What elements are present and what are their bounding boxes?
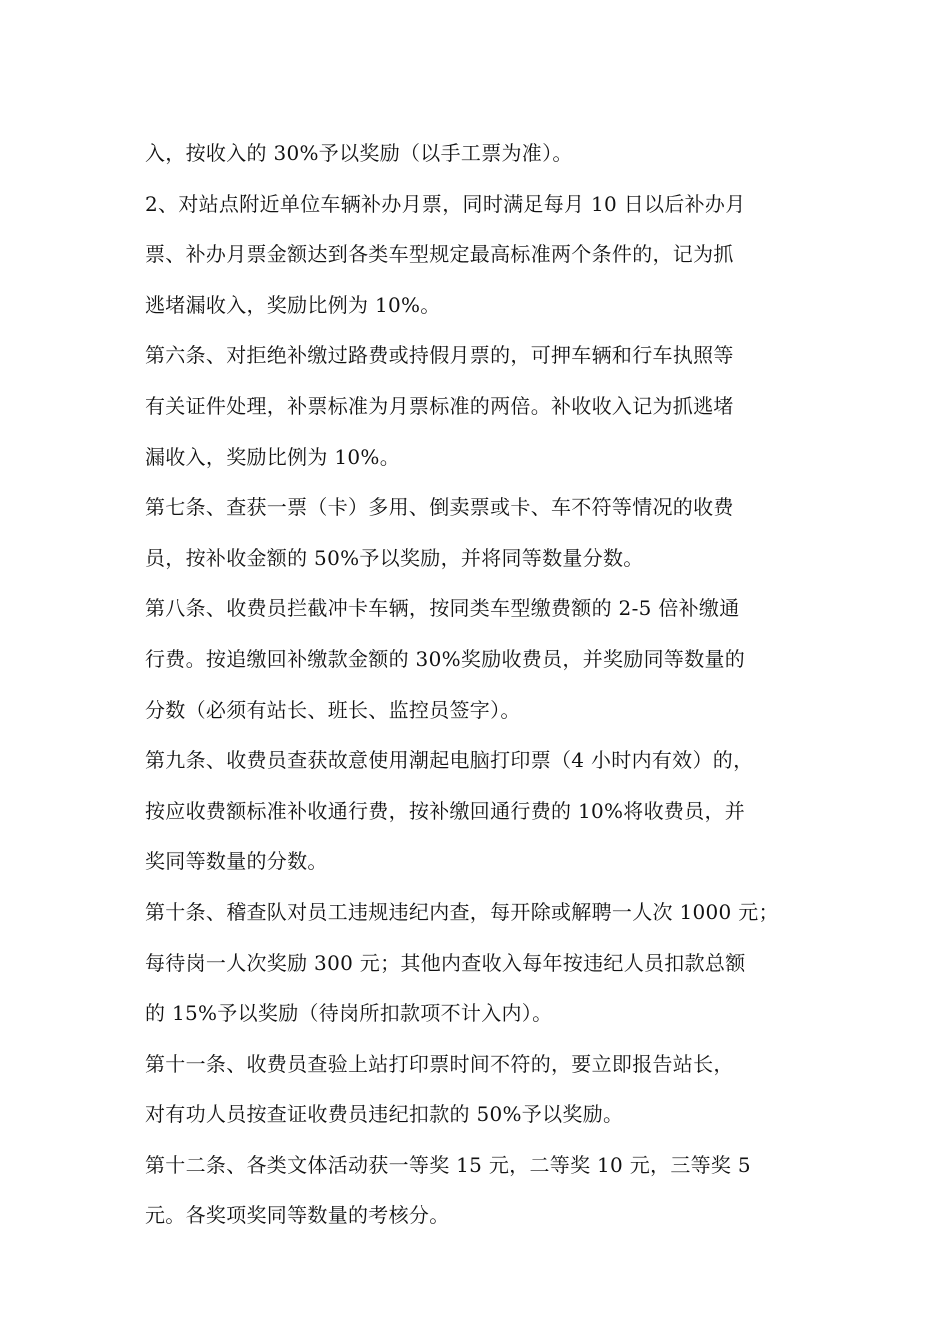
text-line: 第十条、稽查队对员工违规违纪内查，每开除或解聘一人次 1000 元；: [145, 899, 779, 924]
document-body: [145, 128, 825, 1241]
text-line: 票、补办月票金额达到各类车型规定最高标准两个条件的，记为抓: [145, 242, 734, 267]
text-line: 第十二条、各类文体活动获一等奖 15 元，二等奖 10 元，三等奖 5: [145, 1152, 751, 1177]
text-line: 行费。按追缴回补缴款金额的 30%奖励收费员，并奖励同等数量的: [145, 646, 746, 671]
text-line: 第七条、查获一票（卡）多用、倒卖票或卡、车不符等情况的收费: [145, 495, 734, 520]
text-line: 2、对站点附近单位车辆补办月票，同时满足每月 10 日以后补办月: [145, 191, 746, 216]
text-line: 漏收入，奖励比例为 10%。: [145, 444, 401, 469]
text-line: 按应收费额标准补收通行费，按补缴回通行费的 10%将收费员，并: [145, 798, 746, 823]
text-line: 有关证件处理，补票标准为月票标准的两倍。补收收入记为抓逃堵: [145, 393, 734, 418]
text-line: 员，按补收金额的 50%予以奖励，并将同等数量分数。: [145, 545, 644, 570]
text-line: 第九条、收费员查获故意使用潮起电脑打印票（4 小时内有效）的，: [145, 748, 754, 773]
text-line: 的 15%予以奖励（待岗所扣款项不计入内）。: [145, 1001, 553, 1026]
text-line: 每待岗一人次奖励 300 元；其他内查收入每年按违纪人员扣款总额: [145, 950, 746, 975]
text-line: 元。各奖项奖同等数量的考核分。: [145, 1203, 450, 1228]
text-line: 逃堵漏收入，奖励比例为 10%。: [145, 292, 441, 317]
text-line: 奖同等数量的分数。: [145, 849, 328, 874]
text-line: 第八条、收费员拦截冲卡车辆，按同类车型缴费额的 2-5 倍补缴通: [145, 596, 740, 621]
text-line: 分数（必须有站长、班长、监控员签字）。: [145, 697, 521, 722]
text-line: 对有功人员按查证收费员违纪扣款的 50%予以奖励。: [145, 1102, 624, 1127]
text-line: 第六条、对拒绝补缴过路费或持假月票的，可押车辆和行车执照等: [145, 343, 734, 368]
text-line: 入，按收入的 30%予以奖励（以手工票为准）。: [145, 141, 573, 165]
text-line: 第十一条、收费员查验上站打印票时间不符的，要立即报告站长，: [145, 1051, 734, 1076]
